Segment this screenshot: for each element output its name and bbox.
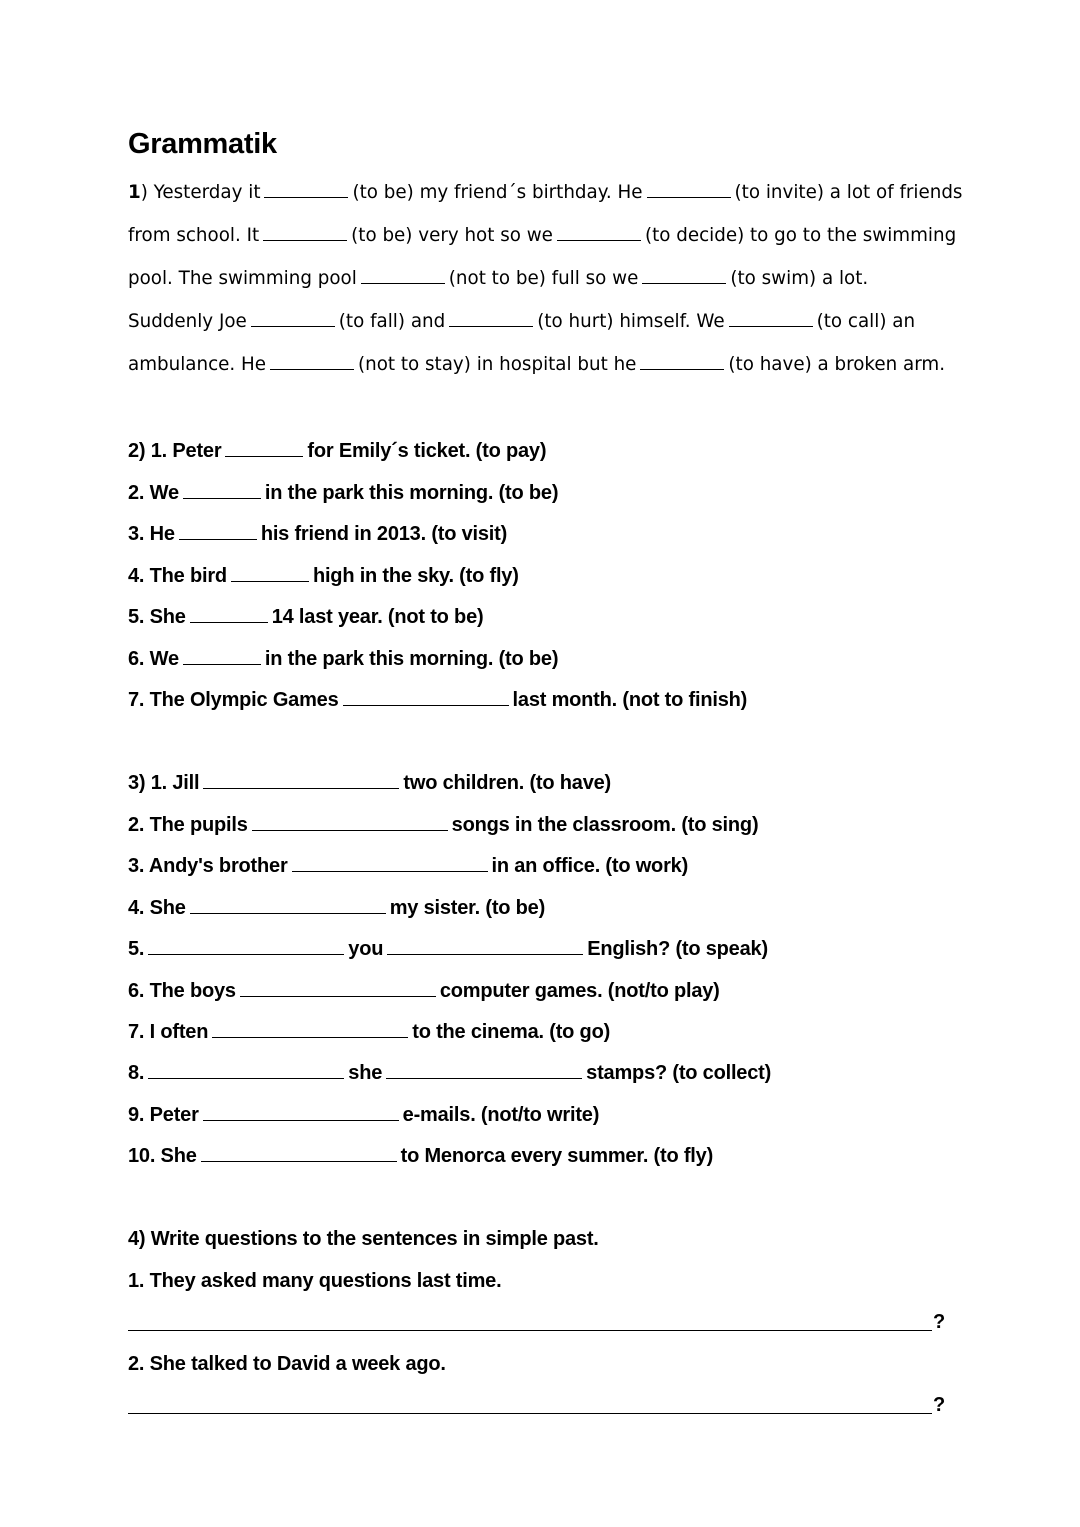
- s3-item-5: [128, 937, 768, 961]
- answer-line-2[interactable]: [128, 1413, 932, 1414]
- answer-blank[interactable]: [647, 181, 731, 198]
- s2-text: 14 last year. (not to be): [271, 606, 484, 628]
- answer-blank[interactable]: [203, 1104, 399, 1121]
- s2-item-3: [128, 522, 507, 546]
- s1-text: (to have) a broken arm.: [728, 354, 946, 375]
- answer-blank[interactable]: [251, 310, 335, 327]
- answer-blank[interactable]: [183, 648, 261, 665]
- s3-text: English? (to speak): [587, 938, 768, 960]
- s2-text: his friend in 2013. (to visit): [260, 523, 508, 545]
- s1-text: ) Yesterday it: [140, 182, 261, 203]
- answer-blank[interactable]: [264, 181, 348, 198]
- s3-item-10: [128, 1144, 713, 1168]
- answer-blank[interactable]: [449, 310, 533, 327]
- s1-text: (to be) my friend´s birthday. He: [352, 182, 643, 203]
- answer-blank[interactable]: [361, 267, 445, 284]
- answer-blank[interactable]: [148, 938, 344, 955]
- answer-blank[interactable]: [263, 224, 347, 241]
- s1-line-4: [128, 310, 915, 334]
- answer-blank[interactable]: [729, 310, 813, 327]
- answer-blank[interactable]: [252, 814, 448, 831]
- answer-blank[interactable]: [387, 938, 583, 955]
- s2-text: in the park this morning. (to be): [264, 482, 559, 504]
- answer-blank[interactable]: [190, 897, 386, 914]
- s1-line-2: [128, 224, 956, 248]
- s3-item-9: [128, 1103, 599, 1127]
- s4-question-2: 2. She talked to David a week ago.: [128, 1353, 446, 1375]
- s3-item-4: [128, 896, 545, 920]
- answer-blank[interactable]: [240, 980, 436, 997]
- s3-text: 8.: [128, 1062, 145, 1084]
- answer-blank[interactable]: [203, 772, 399, 789]
- answer-line-1[interactable]: [128, 1330, 932, 1331]
- answer-blank[interactable]: [190, 606, 268, 623]
- s1-text: ambulance. He: [128, 354, 266, 375]
- s3-text: to the cinema. (to go): [412, 1021, 611, 1043]
- s3-text: she: [348, 1062, 383, 1084]
- s2-text: in the park this morning. (to be): [264, 648, 559, 670]
- s2-item-6: [128, 647, 558, 671]
- answer-blank[interactable]: [343, 689, 509, 706]
- question-mark: ?: [933, 1311, 946, 1333]
- s3-text: two children. (to have): [403, 772, 612, 794]
- s2-text: 6. We: [128, 648, 179, 670]
- s1-text: (to swim) a lot.: [730, 268, 869, 289]
- answer-blank[interactable]: [183, 482, 261, 499]
- s4-question-1: 1. They asked many questions last time.: [128, 1270, 502, 1292]
- s1-text: (to decide) to go to the swimming: [644, 225, 957, 246]
- s3-text: 10. She: [128, 1145, 197, 1167]
- s1-text: (to be) very hot so we: [351, 225, 553, 246]
- s3-text: e-mails. (not/to write): [402, 1104, 600, 1126]
- s1-text: (to fall) and: [338, 311, 446, 332]
- s2-item-7: [128, 688, 747, 712]
- s1-text: (to hurt) himself. We: [537, 311, 725, 332]
- s2-text: 2. We: [128, 482, 179, 504]
- s1-line-1: [128, 181, 962, 205]
- s2-item-4: [128, 564, 519, 588]
- s1-line-5: [128, 353, 945, 377]
- s3-item-7: [128, 1020, 610, 1044]
- answer-blank[interactable]: [270, 353, 354, 370]
- s1-text: (to call) an: [816, 311, 916, 332]
- s1-line-3: [128, 267, 868, 291]
- page-title: Grammatik: [128, 128, 277, 160]
- s2-text: last month. (not to finish): [512, 689, 748, 711]
- s2-text: 7. The Olympic Games: [128, 689, 339, 711]
- answer-blank[interactable]: [386, 1062, 582, 1079]
- s2-item-1: [128, 439, 546, 463]
- answer-blank[interactable]: [179, 523, 257, 540]
- answer-blank[interactable]: [557, 224, 641, 241]
- s1-text: from school. It: [128, 225, 260, 246]
- s1-text: (to invite) a lot of friends: [734, 182, 963, 203]
- s3-text: to Menorca every summer. (to fly): [400, 1145, 714, 1167]
- s4-heading: 4) Write questions to the sentences in simple past.: [128, 1228, 599, 1250]
- s3-text: 3. Andy's brother: [128, 855, 288, 877]
- s3-text: 4. She: [128, 897, 186, 919]
- s3-text: 7. I often: [128, 1021, 209, 1043]
- s2-text: for Emily´s ticket. (to pay): [307, 440, 547, 462]
- question-mark: ?: [933, 1394, 946, 1416]
- answer-blank[interactable]: [292, 855, 488, 872]
- s1-text: (not to stay) in hospital but he: [357, 354, 637, 375]
- s1-number: 1: [128, 182, 141, 203]
- s3-text: 3) 1. Jill: [128, 772, 200, 794]
- s3-text: stamps? (to collect): [586, 1062, 772, 1084]
- s3-text: songs in the classroom. (to sing): [451, 814, 759, 836]
- answer-blank[interactable]: [642, 267, 726, 284]
- s2-item-2: [128, 481, 558, 505]
- s3-text: 6. The boys: [128, 980, 236, 1002]
- s3-item-3: [128, 854, 688, 878]
- s2-text: 5. She: [128, 606, 186, 628]
- s3-text: in an office. (to work): [491, 855, 689, 877]
- s1-text: (not to be) full so we: [448, 268, 639, 289]
- answer-blank[interactable]: [201, 1145, 397, 1162]
- s3-text: my sister. (to be): [389, 897, 546, 919]
- s3-item-6: [128, 979, 720, 1003]
- s3-text: you: [348, 938, 384, 960]
- s3-item-8: [128, 1061, 771, 1085]
- s2-text: 3. He: [128, 523, 175, 545]
- answer-blank[interactable]: [212, 1021, 408, 1038]
- s3-item-1: [128, 771, 611, 795]
- s3-item-2: [128, 813, 758, 837]
- s2-item-5: [128, 605, 483, 629]
- s1-text: pool. The swimming pool: [128, 268, 357, 289]
- answer-blank[interactable]: [231, 565, 309, 582]
- answer-blank[interactable]: [148, 1062, 344, 1079]
- s3-text: computer games. (not/to play): [439, 980, 720, 1002]
- s3-text: 9. Peter: [128, 1104, 199, 1126]
- s2-text: 2) 1. Peter: [128, 440, 222, 462]
- s3-text: 2. The pupils: [128, 814, 248, 836]
- s2-text: 4. The bird: [128, 565, 227, 587]
- answer-blank[interactable]: [640, 353, 724, 370]
- answer-blank[interactable]: [225, 440, 303, 457]
- s2-text: high in the sky. (to fly): [312, 565, 519, 587]
- s3-text: 5.: [128, 938, 145, 960]
- s1-text: Suddenly Joe: [128, 311, 247, 332]
